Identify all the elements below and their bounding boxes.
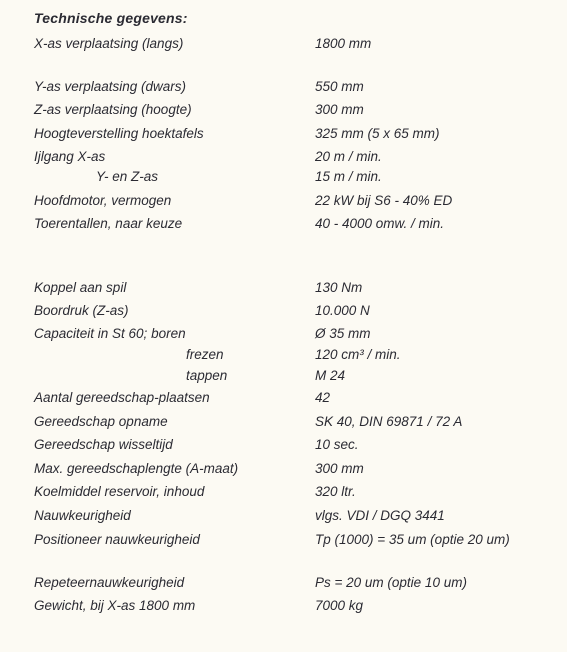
spec-value: 130 Nm: [315, 280, 363, 295]
spec-value: 20 m / min.: [315, 149, 382, 164]
spec-label: Positioneer nauwkeurigheid: [34, 532, 200, 547]
spec-label: Aantal gereedschap-plaatsen: [34, 390, 210, 405]
spec-value: SK 40, DIN 69871 / 72 A: [315, 414, 463, 429]
spec-label: Gewicht, bij X-as 1800 mm: [34, 598, 196, 613]
spec-value: 120 cm³ / min.: [315, 347, 401, 362]
spec-value: 10.000 N: [315, 303, 370, 318]
spec-value: 7000 kg: [315, 598, 364, 613]
spec-label: Nauwkeurigheid: [34, 508, 131, 523]
spec-value: 1800 mm: [315, 36, 372, 51]
spec-value: 22 kW bij S6 - 40% ED: [315, 193, 453, 208]
spec-value: 300 mm: [315, 461, 364, 476]
spec-label: Toerentallen, naar keuze: [34, 216, 183, 231]
spec-label: Capaciteit in St 60; boren: [34, 326, 186, 341]
spec-value: Tp (1000) = 35 um (optie 20 um): [315, 532, 510, 547]
spec-value: 10 sec.: [315, 437, 359, 452]
spec-label: frezen: [186, 347, 224, 362]
spec-label: Ijlgang X-as: [34, 149, 106, 164]
spec-label: Max. gereedschaplengte (A-maat): [34, 461, 239, 476]
spec-label: tappen: [186, 368, 228, 383]
spec-value: 42: [315, 390, 331, 405]
spec-label: Hoogteverstelling hoektafels: [34, 126, 204, 141]
spec-label: Koppel aan spil: [34, 280, 127, 295]
spec-label: Hoofdmotor, vermogen: [34, 193, 172, 208]
spec-value: M 24: [315, 368, 346, 383]
spec-value: 325 mm (5 x 65 mm): [315, 126, 440, 141]
spec-value: Ps = 20 um (optie 10 um): [315, 575, 467, 590]
spec-label: Koelmiddel reservoir, inhoud: [34, 484, 205, 499]
spec-label: Y- en Z-as: [96, 169, 159, 184]
spec-value: vlgs. VDI / DGQ 3441: [315, 508, 445, 523]
spec-value: 320 ltr.: [315, 484, 356, 499]
spec-label: Boordruk (Z-as): [34, 303, 129, 318]
spec-label: X-as verplaatsing (langs): [34, 36, 184, 51]
spec-value: Ø 35 mm: [315, 326, 371, 341]
spec-value: 15 m / min.: [315, 169, 382, 184]
spec-label: Y-as verplaatsing (dwars): [34, 79, 187, 94]
spec-value: 40 - 4000 omw. / min.: [315, 216, 445, 231]
spec-label: Gereedschap opname: [34, 414, 168, 429]
spec-value: 300 mm: [315, 102, 364, 117]
spec-value: 550 mm: [315, 79, 364, 94]
spec-label: Gereedschap wisseltijd: [34, 437, 173, 452]
page-title: Technische gegevens:: [34, 10, 188, 26]
spec-label: Z-as verplaatsing (hoogte): [34, 102, 192, 117]
spec-label: Repeteernauwkeurigheid: [34, 575, 185, 590]
